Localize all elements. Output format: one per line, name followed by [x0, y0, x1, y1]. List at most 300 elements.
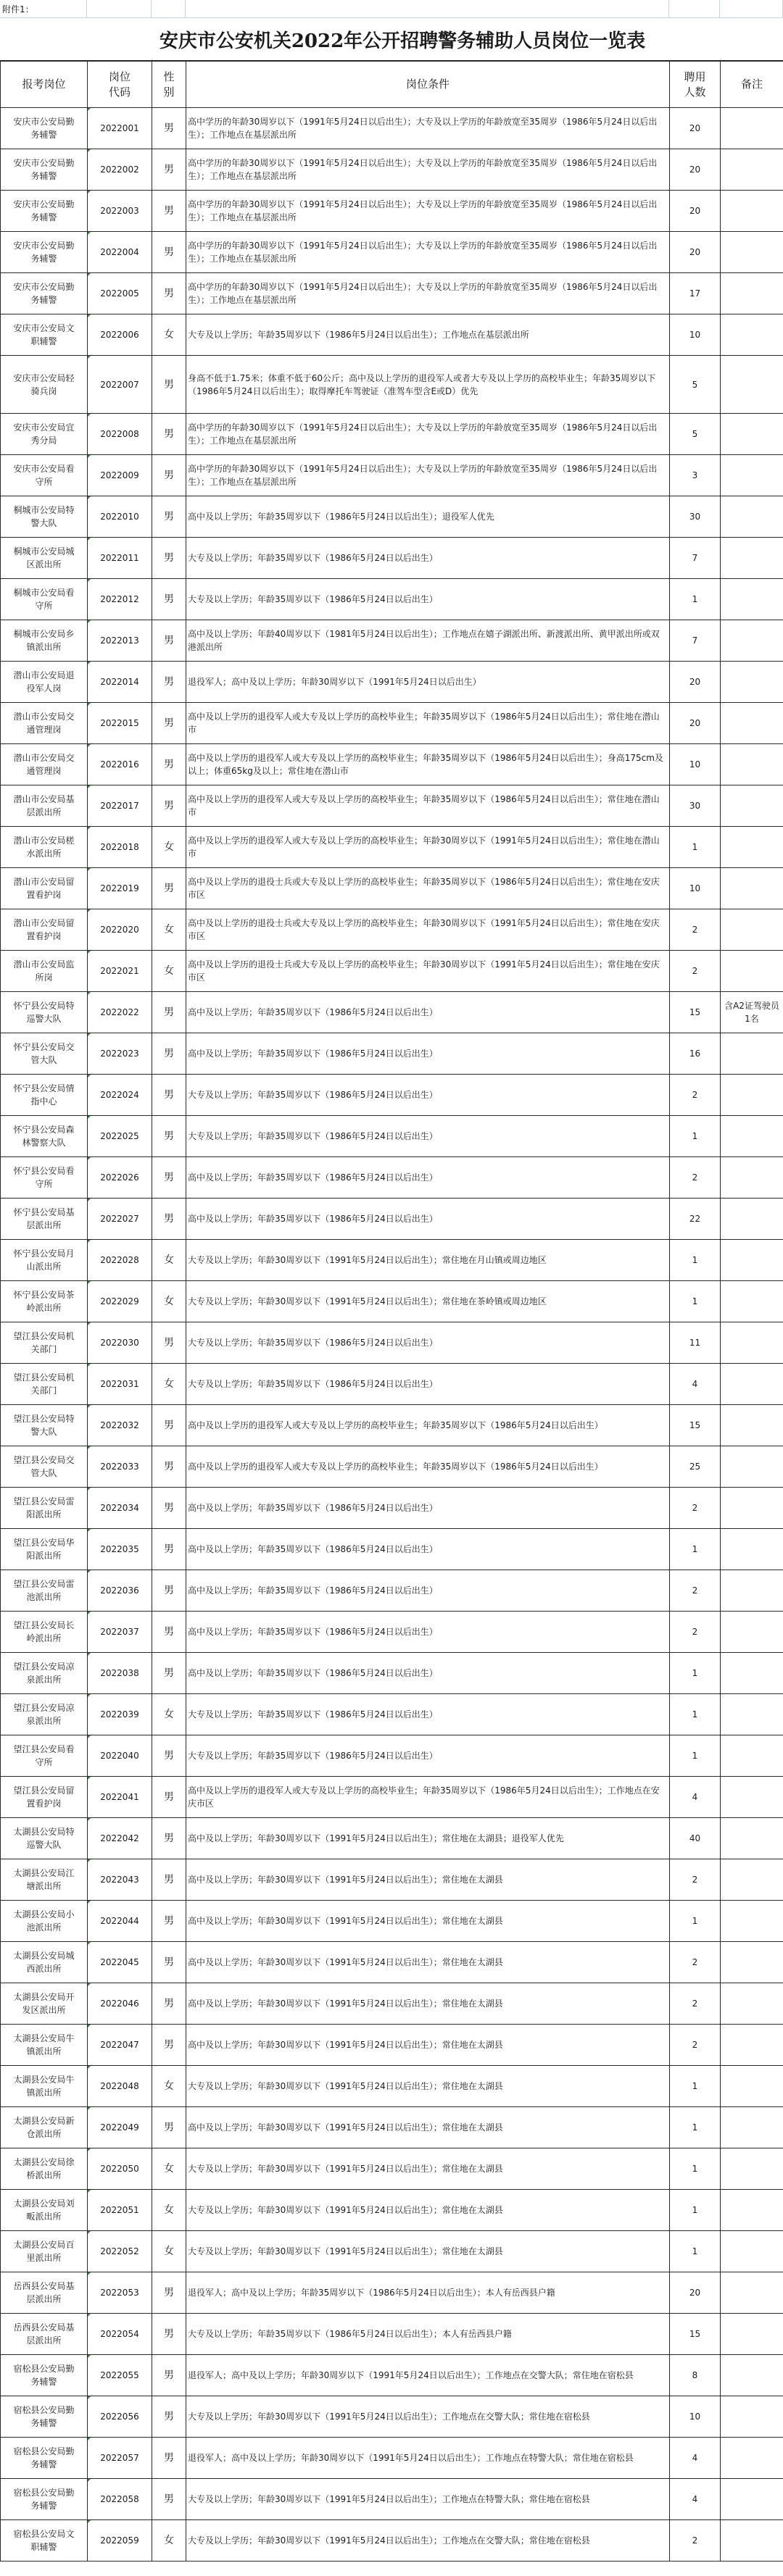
gender-cell[interactable]: 男 — [152, 273, 186, 314]
position-cell[interactable] — [1, 1446, 88, 1488]
gender-cell[interactable]: 男 — [152, 1488, 186, 1529]
conditions-cell[interactable]: 高中及以上学历；年龄35周岁以下（1986年5月24日以后出生） — [186, 1653, 670, 1694]
conditions-cell[interactable]: 大专及以上学历；年龄30周岁以下（1991年5月24日以后出生）；常住地在月山镇或周边地区 — [186, 1240, 670, 1281]
header-code[interactable] — [88, 62, 152, 108]
count-cell[interactable]: 2 — [670, 1859, 721, 1901]
position-cell[interactable] — [1, 496, 88, 538]
count-cell[interactable]: 1 — [670, 1116, 721, 1157]
gender-cell[interactable]: 男 — [152, 2355, 186, 2396]
position-cell[interactable] — [1, 2314, 88, 2355]
count-cell[interactable]: 4 — [670, 2479, 721, 2520]
count-cell[interactable]: 2 — [670, 1983, 721, 2025]
count-cell[interactable]: 11 — [670, 1322, 721, 1364]
note-cell[interactable] — [721, 909, 783, 951]
code-cell[interactable]: 2022013 — [88, 620, 152, 662]
annex-label[interactable]: 附件1： — [0, 0, 87, 18]
code-cell[interactable]: 2022058 — [88, 2479, 152, 2520]
conditions-cell[interactable]: 高中及以上学历；年龄35周岁以下（1986年5月24日以后出生） — [186, 1488, 670, 1529]
count-cell[interactable]: 2 — [670, 2025, 721, 2066]
conditions-cell[interactable]: 大专及以上学历；年龄30周岁以下（1991年5月24日以后出生）；常住地在太湖县 — [186, 2190, 670, 2231]
code-cell[interactable]: 2022031 — [88, 1364, 152, 1405]
position-cell[interactable] — [1, 662, 88, 703]
conditions-cell[interactable]: 高中及以上学历的退役士兵或大专及以上学历的高校毕业生；年龄30周岁以下（1991年5月24日以后出生）；常住地在安庆市区 — [186, 951, 670, 992]
note-cell[interactable] — [721, 579, 783, 620]
code-cell[interactable]: 2022018 — [88, 827, 152, 868]
header-conditions[interactable]: 岗位条件 — [186, 62, 670, 108]
gender-cell[interactable]: 男 — [152, 1983, 186, 2025]
count-cell[interactable]: 15 — [670, 992, 721, 1033]
gender-cell[interactable]: 女 — [152, 909, 186, 951]
gender-cell[interactable]: 男 — [152, 2314, 186, 2355]
conditions-cell[interactable]: 大专及以上学历；年龄35周岁以下（1986年5月24日以后出生） — [186, 1116, 670, 1157]
position-cell[interactable] — [1, 579, 88, 620]
conditions-cell[interactable]: 高中及以上学历；年龄35周岁以下（1986年5月24日以后出生） — [186, 1612, 670, 1653]
gender-cell[interactable]: 男 — [152, 1942, 186, 1983]
count-cell[interactable]: 2 — [670, 951, 721, 992]
position-cell[interactable] — [1, 620, 88, 662]
conditions-cell[interactable]: 高中及以上学历的退役军人或大专及以上学历的高校毕业生；年龄35周岁以下（1986年5月24日以后出生） — [186, 1405, 670, 1446]
gender-cell[interactable]: 女 — [152, 2148, 186, 2190]
count-cell[interactable]: 1 — [670, 2231, 721, 2272]
position-cell[interactable] — [1, 2520, 88, 2562]
note-cell[interactable] — [721, 538, 783, 579]
count-cell[interactable]: 15 — [670, 1405, 721, 1446]
conditions-cell[interactable]: 高中学历的年龄30周岁以下（1991年5月24日以后出生）；大专及以上学历的年龄放宽至35周岁（1986年5月24日以后出生）；工作地点在基层派出所 — [186, 414, 670, 455]
position-cell[interactable] — [1, 703, 88, 744]
code-cell[interactable]: 2022014 — [88, 662, 152, 703]
count-cell[interactable]: 1 — [670, 579, 721, 620]
conditions-cell[interactable]: 高中及以上学历；年龄30周岁以下（1991年5月24日以后出生）；常住地在太湖县 — [186, 2025, 670, 2066]
position-cell[interactable] — [1, 1240, 88, 1281]
note-cell[interactable] — [721, 1240, 783, 1281]
note-cell[interactable] — [721, 827, 783, 868]
position-cell[interactable] — [1, 1116, 88, 1157]
conditions-cell[interactable]: 大专及以上学历；年龄30周岁以下（1991年5月24日以后出生）；常住地在太湖县 — [186, 2148, 670, 2190]
count-cell[interactable]: 16 — [670, 1033, 721, 1075]
count-cell[interactable]: 22 — [670, 1199, 721, 1240]
note-cell[interactable] — [721, 1075, 783, 1116]
count-cell[interactable]: 10 — [670, 314, 721, 356]
gender-cell[interactable]: 女 — [152, 314, 186, 356]
conditions-cell[interactable]: 退役军人；高中及以上学历；年龄30周岁以下（1991年5月24日以后出生） — [186, 662, 670, 703]
position-cell[interactable] — [1, 1364, 88, 1405]
note-cell[interactable] — [721, 1653, 783, 1694]
gender-cell[interactable]: 男 — [152, 2107, 186, 2148]
position-cell[interactable] — [1, 1694, 88, 1735]
conditions-cell[interactable]: 高中及以上学历；年龄30周岁以下（1991年5月24日以后出生）；常住地在太湖县 — [186, 2107, 670, 2148]
count-cell[interactable]: 1 — [670, 2066, 721, 2107]
code-cell[interactable]: 2022009 — [88, 455, 152, 496]
conditions-cell[interactable]: 高中学历的年龄30周岁以下（1991年5月24日以后出生）；大专及以上学历的年龄放宽至35周岁（1986年5月24日以后出生）；工作地点在基层派出所 — [186, 273, 670, 314]
empty-cell[interactable] — [669, 0, 720, 18]
conditions-cell[interactable]: 身高不低于1.75米；体重不低于60公斤；高中及以上学历的退役军人或者大专及以上学历的高校毕业生；年龄35周岁以下（1986年5月24日以后出生）；取得摩托车驾驶证（准驾车型含E或D）优先 — [186, 356, 670, 414]
conditions-cell[interactable]: 高中及以上学历的退役军人或大专及以上学历的高校毕业生；年龄35周岁以下（1986年5月24日以后出生）；常住地在潜山市 — [186, 785, 670, 827]
position-cell[interactable] — [1, 1405, 88, 1446]
position-cell[interactable] — [1, 1983, 88, 2025]
code-cell[interactable]: 2022048 — [88, 2066, 152, 2107]
position-cell[interactable] — [1, 108, 88, 149]
note-cell[interactable] — [721, 2272, 783, 2314]
code-cell[interactable]: 2022042 — [88, 1818, 152, 1859]
note-cell[interactable] — [721, 496, 783, 538]
conditions-cell[interactable]: 高中及以上学历；年龄35周岁以下（1986年5月24日以后出生） — [186, 1157, 670, 1199]
note-cell[interactable] — [721, 744, 783, 785]
count-cell[interactable]: 2 — [670, 1075, 721, 1116]
count-cell[interactable]: 1 — [670, 1653, 721, 1694]
code-cell[interactable]: 2022020 — [88, 909, 152, 951]
code-cell[interactable]: 2022002 — [88, 149, 152, 191]
gender-cell[interactable]: 男 — [152, 108, 186, 149]
gender-cell[interactable]: 男 — [152, 662, 186, 703]
note-cell[interactable] — [721, 1818, 783, 1859]
code-cell[interactable]: 2022024 — [88, 1075, 152, 1116]
gender-cell[interactable]: 女 — [152, 2231, 186, 2272]
note-cell[interactable] — [721, 2355, 783, 2396]
position-cell[interactable] — [1, 909, 88, 951]
code-cell[interactable]: 2022037 — [88, 1612, 152, 1653]
position-cell[interactable] — [1, 1735, 88, 1777]
count-cell[interactable]: 1 — [670, 1529, 721, 1570]
position-cell[interactable] — [1, 1199, 88, 1240]
position-cell[interactable] — [1, 1281, 88, 1322]
count-cell[interactable]: 4 — [670, 1777, 721, 1818]
note-cell[interactable] — [721, 2107, 783, 2148]
conditions-cell[interactable]: 大专及以上学历；年龄35周岁以下（1986年5月24日以后出生）；本人有岳西县户籍 — [186, 2314, 670, 2355]
position-cell[interactable] — [1, 1901, 88, 1942]
code-cell[interactable]: 2022010 — [88, 496, 152, 538]
gender-cell[interactable]: 男 — [152, 2025, 186, 2066]
code-cell[interactable]: 2022003 — [88, 191, 152, 232]
code-cell[interactable]: 2022050 — [88, 2148, 152, 2190]
code-cell[interactable]: 2022056 — [88, 2396, 152, 2438]
code-cell[interactable]: 2022001 — [88, 108, 152, 149]
conditions-cell[interactable]: 大专及以上学历；年龄30周岁以下（1991年5月24日以后出生）；常住地在太湖县 — [186, 2066, 670, 2107]
note-cell[interactable] — [721, 1612, 783, 1653]
position-cell[interactable] — [1, 951, 88, 992]
count-cell[interactable]: 30 — [670, 496, 721, 538]
code-cell[interactable]: 2022004 — [88, 232, 152, 273]
conditions-cell[interactable]: 大专及以上学历；年龄30周岁以下（1991年5月24日以后出生）；工作地点在交警大队；常住地在宿松县 — [186, 2396, 670, 2438]
note-cell[interactable] — [721, 1777, 783, 1818]
note-cell[interactable] — [721, 2231, 783, 2272]
conditions-cell[interactable]: 大专及以上学历；年龄30周岁以下（1991年5月24日以后出生）；常住地在太湖县 — [186, 2231, 670, 2272]
code-cell[interactable]: 2022017 — [88, 785, 152, 827]
conditions-cell[interactable]: 高中及以上学历；年龄35周岁以下（1986年5月24日以后出生） — [186, 992, 670, 1033]
code-cell[interactable]: 2022022 — [88, 992, 152, 1033]
conditions-cell[interactable]: 高中及以上学历的退役军人或大专及以上学历的高校毕业生；年龄30周岁以下（1991年5月24日以后出生）；常住地在潜山市 — [186, 827, 670, 868]
note-cell[interactable] — [721, 1322, 783, 1364]
note-cell[interactable] — [721, 273, 783, 314]
gender-cell[interactable]: 男 — [152, 1405, 186, 1446]
position-cell[interactable] — [1, 414, 88, 455]
gender-cell[interactable]: 男 — [152, 455, 186, 496]
count-cell[interactable]: 1 — [670, 1694, 721, 1735]
position-cell[interactable] — [1, 273, 88, 314]
conditions-cell[interactable]: 大专及以上学历；年龄35周岁以下（1986年5月24日以后出生） — [186, 1735, 670, 1777]
count-cell[interactable]: 20 — [670, 2272, 721, 2314]
code-cell[interactable]: 2022019 — [88, 868, 152, 909]
count-cell[interactable]: 20 — [670, 191, 721, 232]
code-cell[interactable]: 2022012 — [88, 579, 152, 620]
conditions-cell[interactable]: 高中学历的年龄30周岁以下（1991年5月24日以后出生）；大专及以上学历的年龄放宽至35周岁（1986年5月24日以后出生）；工作地点在基层派出所 — [186, 149, 670, 191]
conditions-cell[interactable]: 大专及以上学历；年龄35周岁以下（1986年5月24日以后出生） — [186, 1694, 670, 1735]
count-cell[interactable]: 40 — [670, 1818, 721, 1859]
gender-cell[interactable]: 男 — [152, 1322, 186, 1364]
code-cell[interactable]: 2022027 — [88, 1199, 152, 1240]
conditions-cell[interactable]: 高中及以上学历；年龄40周岁以下（1981年5月24日以后出生）；工作地点在嬉子湖派出所、新渡派出所、黄甲派出所或双港派出所 — [186, 620, 670, 662]
note-cell[interactable] — [721, 1859, 783, 1901]
position-cell[interactable] — [1, 538, 88, 579]
position-cell[interactable] — [1, 2272, 88, 2314]
conditions-cell[interactable]: 退役军人；高中及以上学历；年龄35周岁以下（1986年5月24日以后出生）；本人有岳西县户籍 — [186, 2272, 670, 2314]
position-cell[interactable] — [1, 1570, 88, 1612]
gender-cell[interactable]: 女 — [152, 951, 186, 992]
code-cell[interactable]: 2022044 — [88, 1901, 152, 1942]
count-cell[interactable]: 4 — [670, 1364, 721, 1405]
code-cell[interactable]: 2022006 — [88, 314, 152, 356]
note-cell[interactable] — [721, 1983, 783, 2025]
empty-cell[interactable] — [87, 0, 152, 18]
conditions-cell[interactable]: 高中及以上学历；年龄35周岁以下（1986年5月24日以后出生） — [186, 1570, 670, 1612]
gender-cell[interactable]: 男 — [152, 868, 186, 909]
note-cell[interactable] — [721, 356, 783, 414]
note-cell[interactable] — [721, 2396, 783, 2438]
code-cell[interactable]: 2022033 — [88, 1446, 152, 1488]
code-cell[interactable]: 2022049 — [88, 2107, 152, 2148]
position-cell[interactable] — [1, 2355, 88, 2396]
count-cell[interactable]: 7 — [670, 538, 721, 579]
count-cell[interactable]: 20 — [670, 149, 721, 191]
gender-cell[interactable]: 女 — [152, 1281, 186, 1322]
gender-cell[interactable]: 男 — [152, 191, 186, 232]
code-cell[interactable]: 2022046 — [88, 1983, 152, 2025]
empty-cell[interactable] — [152, 0, 186, 18]
note-cell[interactable] — [721, 1199, 783, 1240]
code-cell[interactable]: 2022040 — [88, 1735, 152, 1777]
position-cell[interactable] — [1, 2231, 88, 2272]
position-cell[interactable] — [1, 1322, 88, 1364]
gender-cell[interactable]: 女 — [152, 1364, 186, 1405]
code-cell[interactable]: 2022025 — [88, 1116, 152, 1157]
conditions-cell[interactable]: 高中及以上学历；年龄35周岁以下（1986年5月24日以后出生） — [186, 1033, 670, 1075]
position-cell[interactable] — [1, 785, 88, 827]
gender-cell[interactable]: 男 — [152, 414, 186, 455]
count-cell[interactable]: 30 — [670, 785, 721, 827]
note-cell[interactable] — [721, 1488, 783, 1529]
conditions-cell[interactable]: 大专及以上学历；年龄35周岁以下（1986年5月24日以后出生）；工作地点在基层派出所 — [186, 314, 670, 356]
code-cell[interactable]: 2022035 — [88, 1529, 152, 1570]
code-cell[interactable]: 2022030 — [88, 1322, 152, 1364]
code-cell[interactable]: 2022052 — [88, 2231, 152, 2272]
count-cell[interactable]: 2 — [670, 1570, 721, 1612]
position-cell[interactable] — [1, 868, 88, 909]
note-cell[interactable] — [721, 1405, 783, 1446]
count-cell[interactable]: 20 — [670, 662, 721, 703]
count-cell[interactable]: 2 — [670, 1612, 721, 1653]
count-cell[interactable]: 20 — [670, 108, 721, 149]
conditions-cell[interactable]: 大专及以上学历；年龄35周岁以下（1986年5月24日以后出生） — [186, 538, 670, 579]
note-cell[interactable] — [721, 1529, 783, 1570]
count-cell[interactable]: 3 — [670, 455, 721, 496]
conditions-cell[interactable]: 大专及以上学历；年龄35周岁以下（1986年5月24日以后出生） — [186, 1322, 670, 1364]
position-cell[interactable] — [1, 314, 88, 356]
gender-cell[interactable]: 男 — [152, 1199, 186, 1240]
note-cell[interactable] — [721, 314, 783, 356]
position-cell[interactable] — [1, 1529, 88, 1570]
code-cell[interactable]: 2022057 — [88, 2438, 152, 2479]
position-cell[interactable] — [1, 455, 88, 496]
gender-cell[interactable]: 男 — [152, 2272, 186, 2314]
position-cell[interactable] — [1, 1075, 88, 1116]
code-cell[interactable]: 2022054 — [88, 2314, 152, 2355]
note-cell[interactable] — [721, 2438, 783, 2479]
gender-cell[interactable]: 男 — [152, 744, 186, 785]
gender-cell[interactable]: 女 — [152, 2520, 186, 2562]
title-cell[interactable] — [0, 18, 783, 61]
gender-cell[interactable]: 男 — [152, 1653, 186, 1694]
conditions-cell[interactable]: 高中学历的年龄30周岁以下（1991年5月24日以后出生）；大专及以上学历的年龄放宽至35周岁（1986年5月24日以后出生）；工作地点在基层派出所 — [186, 455, 670, 496]
gender-cell[interactable]: 男 — [152, 1612, 186, 1653]
conditions-cell[interactable]: 退役军人；高中及以上学历；年龄30周岁以下（1991年5月24日以后出生）；工作地点在特警大队；常住地在宿松县 — [186, 2438, 670, 2479]
code-cell[interactable]: 2022008 — [88, 414, 152, 455]
position-cell[interactable] — [1, 1859, 88, 1901]
gender-cell[interactable]: 男 — [152, 1859, 186, 1901]
gender-cell[interactable]: 男 — [152, 1570, 186, 1612]
code-cell[interactable]: 2022047 — [88, 2025, 152, 2066]
note-cell[interactable] — [721, 2520, 783, 2562]
note-cell[interactable] — [721, 1116, 783, 1157]
code-cell[interactable]: 2022053 — [88, 2272, 152, 2314]
count-cell[interactable]: 5 — [670, 414, 721, 455]
gender-cell[interactable]: 男 — [152, 1901, 186, 1942]
gender-cell[interactable]: 男 — [152, 2479, 186, 2520]
count-cell[interactable]: 2 — [670, 909, 721, 951]
position-cell[interactable] — [1, 1653, 88, 1694]
note-cell[interactable]: 含A2证驾驶员1名 — [721, 992, 783, 1033]
code-cell[interactable]: 2022011 — [88, 538, 152, 579]
conditions-cell[interactable]: 大专及以上学历；年龄30周岁以下（1991年5月24日以后出生）；工作地点在特警大队；常住地在宿松县 — [186, 2479, 670, 2520]
count-cell[interactable]: 10 — [670, 2396, 721, 2438]
note-cell[interactable] — [721, 2479, 783, 2520]
conditions-cell[interactable]: 高中及以上学历的退役士兵或大专及以上学历的高校毕业生；年龄30周岁以下（1991年5月24日以后出生）；常住地在安庆市区 — [186, 909, 670, 951]
position-cell[interactable] — [1, 1942, 88, 1983]
conditions-cell[interactable]: 大专及以上学历；年龄30周岁以下（1991年5月24日以后出生）；工作地点在交警大队；常住地在宿松县 — [186, 2520, 670, 2562]
note-cell[interactable] — [721, 703, 783, 744]
conditions-cell[interactable]: 高中及以上学历；年龄35周岁以下（1986年5月24日以后出生）；退役军人优先 — [186, 496, 670, 538]
count-cell[interactable]: 1 — [670, 1240, 721, 1281]
code-cell[interactable]: 2022028 — [88, 1240, 152, 1281]
position-cell[interactable] — [1, 2148, 88, 2190]
note-cell[interactable] — [721, 2148, 783, 2190]
gender-cell[interactable]: 男 — [152, 1116, 186, 1157]
gender-cell[interactable]: 男 — [152, 1529, 186, 1570]
note-cell[interactable] — [721, 191, 783, 232]
conditions-cell[interactable]: 高中及以上学历；年龄30周岁以下（1991年5月24日以后出生）；常住地在太湖县 — [186, 1942, 670, 1983]
gender-cell[interactable]: 男 — [152, 1075, 186, 1116]
note-cell[interactable] — [721, 455, 783, 496]
code-cell[interactable]: 2022038 — [88, 1653, 152, 1694]
conditions-cell[interactable]: 高中学历的年龄30周岁以下（1991年5月24日以后出生）；大专及以上学历的年龄放宽至35周岁（1986年5月24日以后出生）；工作地点在基层派出所 — [186, 108, 670, 149]
position-cell[interactable] — [1, 1488, 88, 1529]
conditions-cell[interactable]: 高中及以上学历的退役军人或大专及以上学历的高校毕业生；年龄35周岁以下（1986年5月24日以后出生）；常住地在潜山市 — [186, 703, 670, 744]
gender-cell[interactable]: 男 — [152, 149, 186, 191]
gender-cell[interactable]: 男 — [152, 1033, 186, 1075]
gender-cell[interactable]: 男 — [152, 579, 186, 620]
note-cell[interactable] — [721, 1901, 783, 1942]
gender-cell[interactable]: 男 — [152, 785, 186, 827]
note-cell[interactable] — [721, 785, 783, 827]
code-cell[interactable]: 2022023 — [88, 1033, 152, 1075]
position-cell[interactable] — [1, 2066, 88, 2107]
empty-cell[interactable] — [186, 0, 669, 18]
count-cell[interactable]: 15 — [670, 2314, 721, 2355]
code-cell[interactable]: 2022051 — [88, 2190, 152, 2231]
position-cell[interactable] — [1, 827, 88, 868]
code-cell[interactable]: 2022036 — [88, 1570, 152, 1612]
gender-cell[interactable]: 男 — [152, 2396, 186, 2438]
count-cell[interactable]: 1 — [670, 1281, 721, 1322]
gender-cell[interactable]: 女 — [152, 2190, 186, 2231]
code-cell[interactable]: 2022059 — [88, 2520, 152, 2562]
conditions-cell[interactable]: 高中及以上学历的退役士兵或大专及以上学历的高校毕业生；年龄35周岁以下（1986年5月24日以后出生）；常住地在安庆市区 — [186, 868, 670, 909]
gender-cell[interactable]: 男 — [152, 703, 186, 744]
note-cell[interactable] — [721, 620, 783, 662]
note-cell[interactable] — [721, 1364, 783, 1405]
position-cell[interactable] — [1, 149, 88, 191]
gender-cell[interactable]: 男 — [152, 1735, 186, 1777]
position-cell[interactable] — [1, 2396, 88, 2438]
gender-cell[interactable]: 男 — [152, 1818, 186, 1859]
conditions-cell[interactable]: 大专及以上学历；年龄30周岁以下（1991年5月24日以后出生）；常住地在茶岭镇或周边地区 — [186, 1281, 670, 1322]
note-cell[interactable] — [721, 2190, 783, 2231]
code-cell[interactable]: 2022043 — [88, 1859, 152, 1901]
position-cell[interactable] — [1, 1033, 88, 1075]
conditions-cell[interactable]: 大专及以上学历；年龄35周岁以下（1986年5月24日以后出生） — [186, 1075, 670, 1116]
note-cell[interactable] — [721, 1033, 783, 1075]
note-cell[interactable] — [721, 868, 783, 909]
position-cell[interactable] — [1, 992, 88, 1033]
note-cell[interactable] — [721, 951, 783, 992]
note-cell[interactable] — [721, 2066, 783, 2107]
count-cell[interactable]: 20 — [670, 703, 721, 744]
position-cell[interactable] — [1, 2438, 88, 2479]
conditions-cell[interactable]: 高中及以上学历的退役军人或大专及以上学历的高校毕业生；年龄35周岁以下（1986年5月24日以后出生）；身高175cm及以上；体重65kg及以上；常住地在潜山市 — [186, 744, 670, 785]
count-cell[interactable]: 25 — [670, 1446, 721, 1488]
gender-cell[interactable]: 女 — [152, 1240, 186, 1281]
header-note[interactable]: 备注 — [721, 62, 783, 108]
conditions-cell[interactable]: 高中及以上学历的退役军人或大专及以上学历的高校毕业生；年龄35周岁以下（1986年5月24日以后出生） — [186, 1446, 670, 1488]
header-count[interactable] — [670, 62, 721, 108]
note-cell[interactable] — [721, 662, 783, 703]
code-cell[interactable]: 2022029 — [88, 1281, 152, 1322]
code-cell[interactable]: 2022005 — [88, 273, 152, 314]
note-cell[interactable] — [721, 1446, 783, 1488]
count-cell[interactable]: 10 — [670, 868, 721, 909]
gender-cell[interactable]: 男 — [152, 496, 186, 538]
conditions-cell[interactable]: 大专及以上学历；年龄35周岁以下（1986年5月24日以后出生） — [186, 579, 670, 620]
position-cell[interactable] — [1, 232, 88, 273]
conditions-cell[interactable]: 高中及以上学历；年龄30周岁以下（1991年5月24日以后出生）；常住地在太湖县 — [186, 1983, 670, 2025]
conditions-cell[interactable]: 高中学历的年龄30周岁以下（1991年5月24日以后出生）；大专及以上学历的年龄放宽至35周岁（1986年5月24日以后出生）；工作地点在基层派出所 — [186, 232, 670, 273]
position-cell[interactable] — [1, 1612, 88, 1653]
empty-cell[interactable] — [720, 0, 783, 18]
position-cell[interactable] — [1, 1818, 88, 1859]
conditions-cell[interactable]: 高中及以上学历；年龄35周岁以下（1986年5月24日以后出生） — [186, 1199, 670, 1240]
count-cell[interactable]: 2 — [670, 1942, 721, 1983]
count-cell[interactable]: 20 — [670, 232, 721, 273]
code-cell[interactable]: 2022007 — [88, 356, 152, 414]
position-cell[interactable] — [1, 2107, 88, 2148]
